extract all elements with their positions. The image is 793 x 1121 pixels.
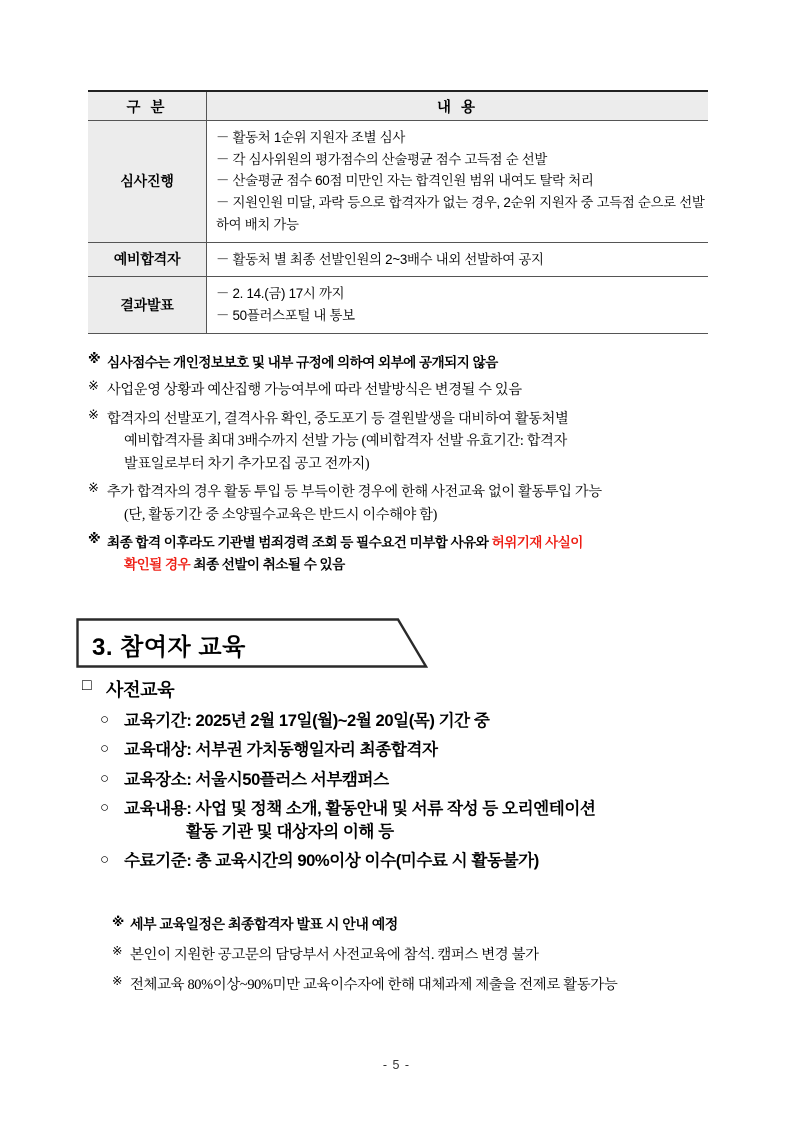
table-line: － 50플러스포털 내 통보 <box>216 307 355 323</box>
note-line: 합격자의 선발포기, 결격사유 확인, 중도포기 등 결원발생을 대비하여 활동처별 <box>107 410 569 427</box>
list-item-line: 활동 기관 및 대상자의 이해 등 <box>186 821 394 841</box>
square-bullet-icon: □ <box>82 677 92 694</box>
list-item-line: 교육대상: 서부권 가치동행일자리 최종합격자 <box>124 740 438 760</box>
note-line: 심사점수는 개인정보보호 및 내부 규정에 의하여 외부에 공개되지 않음 <box>107 355 498 370</box>
list-item-line: 교육장소: 서울시50플러스 서부캠퍼스 <box>124 769 389 789</box>
section-notes-list <box>112 914 737 1003</box>
row-label-gyeolgwabalpyo: 결과발표 <box>88 277 207 333</box>
note-text: 전체교육 80%이상~90%미만 교육이수자에 한해 대체과제 제출을 전제로 활동가능 <box>130 977 618 993</box>
note-item <box>88 379 728 401</box>
reference-mark-icon: ※ <box>88 531 101 547</box>
table-line: － 활동처 1순위 지원자 조별 심사 <box>216 130 405 145</box>
reference-mark-icon: ※ <box>88 406 99 422</box>
row-label-yebihapgyeokja: 예비합격자 <box>88 242 207 277</box>
criteria-table <box>88 90 708 334</box>
reference-mark-icon: ※ <box>88 351 101 366</box>
reference-mark-icon: ※ <box>112 974 123 988</box>
row-content-yebihapgyeokja <box>207 242 709 277</box>
table-line-continued: 중 고득점 순으로 선발하여 배치 가능 <box>216 195 705 232</box>
list-item-text <box>124 798 742 843</box>
list-item-text <box>124 850 742 872</box>
note-item <box>88 481 728 526</box>
circle-bullet-icon: ○ <box>100 740 109 758</box>
note-line <box>107 532 728 553</box>
table-line: － 각 심사위원의 평가점수의 산술평균 점수 고득점 순 선발 <box>216 151 548 167</box>
section-body <box>82 676 742 879</box>
note-line <box>107 554 728 575</box>
table-header-row <box>88 91 708 121</box>
note-item <box>88 352 728 373</box>
reference-mark-icon: ※ <box>88 480 99 496</box>
note-text <box>107 352 728 373</box>
subsection-heading <box>82 676 742 702</box>
section-title: 3. 참여자 교육 <box>92 634 246 661</box>
table-notes-list <box>88 352 728 581</box>
list-item-text <box>124 710 742 732</box>
row-label-simsajinhaeng: 심사진행 <box>88 121 207 243</box>
circle-bullet-icon: ○ <box>100 850 109 868</box>
note-item-warning <box>88 532 728 575</box>
subsection-title: 사전교육 <box>106 680 175 700</box>
list-item-text <box>124 739 742 761</box>
note-segment-red: 허위기재 사실이 <box>491 535 583 551</box>
note-item <box>88 408 728 475</box>
table-line: － 2. 14.(금) 17시 까지 <box>216 286 345 302</box>
reference-mark-icon: ※ <box>112 915 124 929</box>
row-content-gyeolgwabalpyo <box>207 277 709 333</box>
note-segment: 최종 선발이 취소될 수 있음 <box>190 556 345 572</box>
table-row <box>88 242 708 277</box>
list-item <box>100 710 742 732</box>
note-text <box>107 481 728 526</box>
reference-mark-icon: ※ <box>112 944 123 958</box>
note-text: 세부 교육일정은 최종합격자 발표 시 안내 예정 <box>130 916 398 932</box>
page-number: - 5 - <box>382 1058 411 1072</box>
list-item-line: 수료기준: 총 교육시간의 90%이상 이수(미수료 시 활동불가) <box>124 850 539 870</box>
table-header-division: 구 분 <box>88 91 207 121</box>
note-item <box>112 943 737 964</box>
circle-bullet-icon: ○ <box>100 711 109 728</box>
circle-bullet-icon: ○ <box>100 769 109 787</box>
note-line: 발표일로부터 차기 추가모집 공고 전까지) <box>124 455 370 472</box>
table-header-content: 내 용 <box>207 91 709 121</box>
note-item <box>112 914 737 934</box>
note-line: 사업운영 상황과 예산집행 가능여부에 따라 선발방식은 변경될 수 있음 <box>107 382 522 399</box>
list-item-text <box>124 769 742 791</box>
note-line: (단, 활동기간 중 소양필수교육은 반드시 이수해야 함) <box>124 506 438 523</box>
note-line: 예비합격자를 최대 3배수까지 선발 가능 (예비합격자 선발 유효기간: 합격자 <box>124 433 567 450</box>
note-segment: 최종 합격 이후라도 기관별 범죄경력 조회 등 필수요건 미부합 사유와 <box>107 535 492 551</box>
table-line: － 산술평균 점수 60점 미만인 자는 합격인원 범위 내여도 탈락 처리 <box>216 173 594 189</box>
reference-mark-icon: ※ <box>88 378 99 394</box>
table-line: － 활동처 별 최종 선발인원의 2~3배수 내외 선발하여 공지 <box>216 251 544 267</box>
table-line: － 지원인원 미달, 과락 등으로 합격자가 없는 경우, 2순위 지원자 <box>216 195 578 211</box>
circle-bullet-icon: ○ <box>100 799 109 817</box>
note-text <box>107 408 728 475</box>
note-segment-red: 확인될 경우 <box>124 556 191 572</box>
note-item <box>112 973 737 994</box>
row-content-simsajinhaeng <box>207 121 709 243</box>
section-heading-banner <box>76 618 428 668</box>
note-line: 추가 합격자의 경우 활동 투입 등 부득이한 경우에 한해 사전교육 없이 활동투입 가능 <box>107 484 602 501</box>
criteria-table-wrapper <box>88 90 707 334</box>
note-text <box>107 379 728 401</box>
note-text: 본인이 지원한 공고문의 담당부서 사전교육에 참석. 캠퍼스 변경 불가 <box>130 947 539 963</box>
list-item <box>100 850 742 872</box>
list-item <box>100 798 742 843</box>
list-item-line: 교육기간: 2025년 2월 17일(월)~2월 20일(목) 기간 중 <box>124 711 490 730</box>
list-item <box>100 739 742 761</box>
table-row <box>88 277 708 333</box>
note-text <box>107 532 728 575</box>
list-item-line: 교육내용: 사업 및 정책 소개, 활동안내 및 서류 작성 등 오리엔테이션 <box>124 799 596 819</box>
list-item <box>100 769 742 791</box>
table-row <box>88 121 708 243</box>
